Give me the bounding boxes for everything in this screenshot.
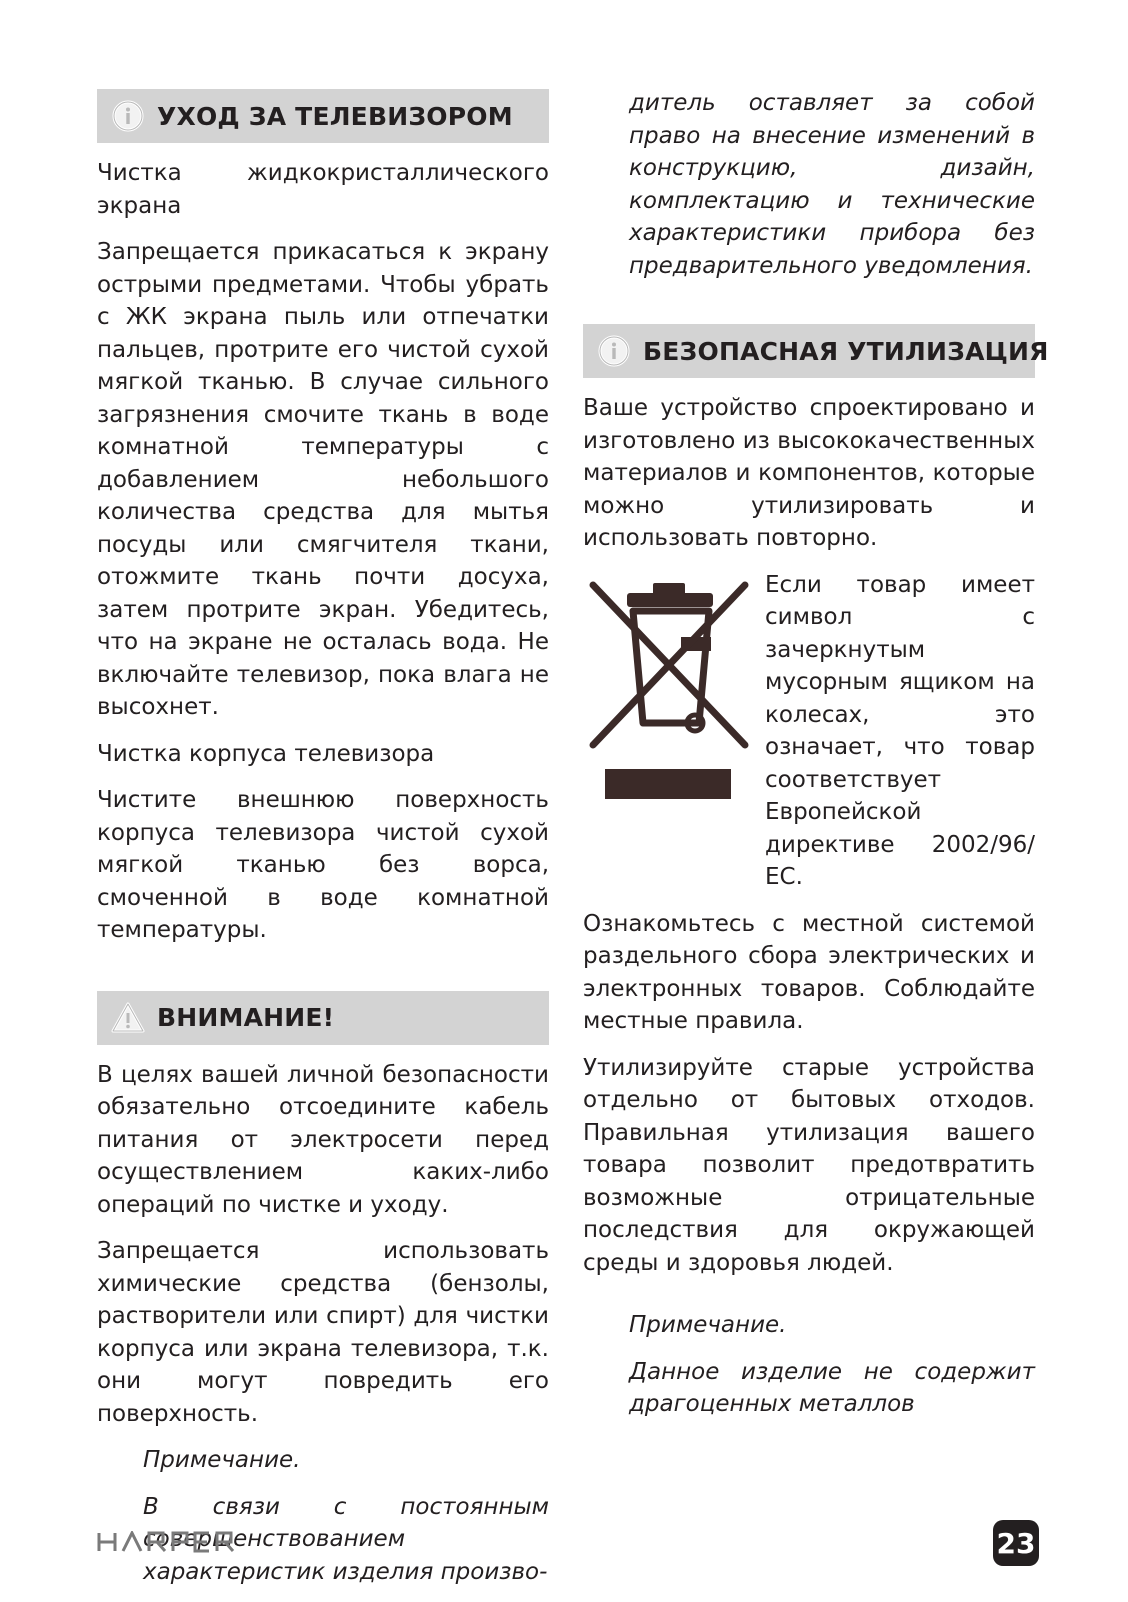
warning-section-title: ВНИМАНИЕ!: [157, 1003, 335, 1032]
warning-triangle-icon: [111, 1001, 145, 1035]
right-column: [583, 89, 1049, 1435]
warning-text-1: В целях вашей личной безопасности обязательно отсоедините кабель питания от электросети перед осуществлением каких-либо операций по чистке и уходу.: [97, 1061, 549, 1218]
crossed-out-wheelie-bin-icon: [583, 573, 755, 807]
disposal-text-1: Ваше устройство спроектировано и изготовлено из высококачественных материалов и компонентов, которые можно утилизировать и использовать повторно.: [583, 395, 1035, 551]
page-number: 23: [993, 1520, 1039, 1566]
disposal-note-text: Данное изделие не содержит драгоценных металлов: [629, 1358, 1035, 1417]
disposal-text-3: Утилизируйте старые устройства отдельно от бытовых отходов. Правильная утилизация вашего товара позволит предотвратить возможные отрицательные последствия для окружающей среды и здоровья людей.: [583, 1054, 1035, 1276]
weee-block: [583, 569, 1035, 894]
note-continued: [629, 87, 1035, 282]
note-label: Примечание.: [143, 1447, 301, 1473]
body-cleaning-subtitle: Чистка корпуса телевизора: [97, 740, 435, 767]
warning-note: [143, 1444, 549, 1588]
weee-text: Если товар имеет символ с зачеркнутым мусорным ящиком на колесах, это означает, что товар соответствует Европейской директиве 2002/96/ЕС.: [765, 571, 1035, 890]
left-column: [97, 89, 549, 1602]
body-cleaning-text: Чистите внешнюю поверхность корпуса телевизора чистой сухой мягкой тканью без ворса, смоченной в воде комнатной температуры.: [97, 787, 549, 943]
warning-text-2: Запрещается использовать химические средства (бензолы, растворители или спирт) для чистки корпуса или экрана телевизора, т.к. они могут повредить его поверхность.: [97, 1238, 549, 1427]
info-icon: [597, 334, 631, 368]
screen-cleaning-text: Запрещается прикасаться к экрану острыми предметами. Чтобы убрать с ЖК экрана пыль или отпечатки пальцев, протрите его чистой сухой мягкой тканью. В случае сильного загрязнения смочите ткань в воде комнатной температуры с добавлением небольшого количества средства для мытья посуды или смягчителя ткани, отожмите ткань почти досуха, затем протрите экран. Убедитесь, что на экране не осталась вода. Не включайте телевизор, пока влага не высохнет.: [97, 239, 549, 720]
harper-logo: [97, 1531, 243, 1553]
care-section-header: [97, 89, 549, 143]
disposal-text-2: Ознакомьтесь с местной системой раздельного сбора электрических и электронных товаров. Соблюдайте местные правила.: [583, 910, 1035, 1034]
care-section-title: УХОД ЗА ТЕЛЕВИЗОРОМ: [157, 101, 513, 131]
info-icon: [111, 99, 145, 133]
disposal-note: [629, 1309, 1035, 1421]
note-text: В связи с постоянным совершенствованием характеристик изделия произво-: [143, 1493, 549, 1585]
screen-cleaning-subtitle: Чистка жидкокристаллического экрана: [97, 160, 549, 219]
disposal-section-title: БЕЗОПАСНАЯ УТИЛИЗАЦИЯ: [643, 336, 1049, 366]
disposal-note-label: Примечание.: [629, 1312, 787, 1338]
note-continued-text: дитель оставляет за собой право на внесение изменений в конструкцию, дизайн, комплектацию и технические характеристики прибора без предварительного уведомления.: [629, 90, 1035, 279]
disposal-section-header: [583, 324, 1049, 378]
warning-section-header: [97, 991, 549, 1045]
